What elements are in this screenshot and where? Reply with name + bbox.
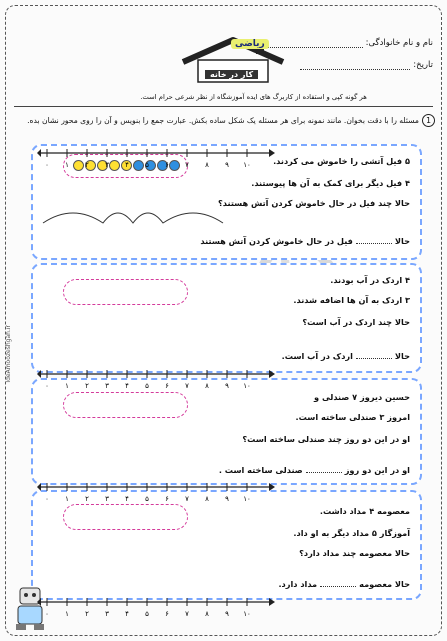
logo-title: ریاضی	[231, 39, 269, 49]
tick-label: ۳	[105, 161, 109, 169]
tick-label: ۹	[225, 495, 229, 503]
tick-label: ۱۰	[243, 495, 251, 503]
tick-label: ۵	[145, 495, 149, 503]
answer-4-prefix: حالا معصومه	[359, 579, 410, 589]
problem-box-2	[31, 263, 422, 373]
problem-box-4	[31, 490, 422, 600]
tick-label: ۱	[65, 495, 69, 503]
tick-label: ۳	[105, 382, 109, 390]
tick-label: ۷	[185, 161, 189, 169]
tick-label: ۱۰	[243, 382, 251, 390]
tick-label: ۸	[205, 610, 209, 618]
number-line-1	[33, 201, 263, 235]
copyright-notice: هر گونه کپی و استفاده از کاربرگ های ایده آموزشگاه از نظر شرعی حرام است.	[140, 93, 367, 101]
tick-label: ۹	[225, 610, 229, 618]
tick-label: ۴	[125, 610, 129, 618]
tick-label: ۹	[225, 161, 229, 169]
tick-label: ۸	[205, 161, 209, 169]
tick-label: ۶	[165, 161, 169, 169]
answer-3[interactable]	[219, 465, 410, 475]
tick-label: ۱	[65, 610, 69, 618]
tick-label: ۱	[65, 161, 69, 169]
answer-1[interactable]	[200, 236, 410, 246]
tick-label: ۱	[65, 382, 69, 390]
instruction	[14, 114, 435, 128]
tick-label: ۲	[85, 610, 89, 618]
problem-2-line-3: حالا چند اردک در آب است؟	[302, 317, 410, 327]
tick-label: ۴	[125, 495, 129, 503]
tick-label: ۴	[125, 382, 129, 390]
problem-1-line-3: حالا چند فیل در حال خاموش کردن آتش هستند؟	[218, 198, 410, 208]
answer-2-prefix: حالا	[394, 351, 410, 361]
tick-label: ۰	[45, 161, 49, 169]
logo-subtitle: کار در خانه	[205, 70, 258, 79]
problem-2-line-2: ۳ اردک به آن ها اضافه شدند.	[293, 295, 410, 305]
answer-4-suffix: مداد دارد.	[278, 579, 318, 589]
problem-1-line-1: ۵ فیل آتشی را خاموش می کردند.	[273, 156, 410, 166]
tick-label: ۲	[85, 495, 89, 503]
answer-4[interactable]	[278, 579, 410, 589]
tick-label: ۱۰	[243, 610, 251, 618]
tick-label: ۳	[105, 610, 109, 618]
tick-label: ۷	[185, 495, 189, 503]
problem-1-line-2: ۴ فیل دیگر برای کمک به آن ها پیوستند.	[251, 178, 410, 188]
problem-4-line-2: آموزگار ۵ مداد دیگر به او داد.	[293, 528, 410, 538]
side-website-text: IdeAmoozeshgah.ir	[5, 325, 12, 383]
answer-1-suffix: فیل در حال خاموش کردن آتش هستند	[200, 236, 353, 246]
tick-label: ۰	[45, 495, 49, 503]
answer-1-prefix: حالا	[394, 236, 410, 246]
tick-label: ۳	[105, 495, 109, 503]
tick-label: ۲	[85, 382, 89, 390]
tick-label: ۲	[85, 161, 89, 169]
drawing-area-3[interactable]	[63, 392, 188, 418]
tick-label: ۸	[205, 382, 209, 390]
problem-3-line-1: حسین دیروز ۷ صندلی و	[314, 392, 410, 402]
tick-label: ۵	[145, 610, 149, 618]
header-divider	[14, 106, 433, 107]
problem-3-line-2: امروز ۳ صندلی ساخته است.	[295, 412, 410, 422]
problem-3-line-3: او در این دو روز چند صندلی ساخته است؟	[242, 434, 410, 444]
tick-label: ۷	[185, 610, 189, 618]
date-label: تاریخ:	[413, 60, 433, 70]
number-line-axis-3	[37, 479, 277, 503]
problem-4-line-1: معصومه ۴ مداد داشت.	[319, 506, 410, 516]
number-line-axis-4	[37, 594, 277, 618]
name-label: نام و نام خانوادگی:	[365, 38, 433, 48]
tick-label: ۵	[145, 382, 149, 390]
problem-4-line-3: حالا معصومه چند مداد دارد؟	[299, 548, 410, 558]
tick-label: ۰	[45, 382, 49, 390]
tick-label: ۸	[205, 495, 209, 503]
tick-label: ۵	[145, 161, 149, 169]
question-number: 1	[422, 114, 435, 127]
answer-2-suffix: اردک در آب است.	[281, 351, 353, 361]
tick-label: ۴	[125, 161, 129, 169]
number-line-axis-1	[37, 145, 277, 169]
problem-box-3	[31, 378, 422, 485]
tick-label: ۹	[225, 382, 229, 390]
tick-label: ۶	[165, 495, 169, 503]
number-line-axis-2	[37, 366, 277, 390]
drawing-area-2[interactable]	[63, 279, 188, 305]
instruction-text: مسئله را با دقت بخوان. مانند نمونه برای هر مسئله یک شکل ساده بکش. عبارت جمع را بنویس و آن را روی محور نشان بده.	[27, 116, 419, 125]
tick-label: ۱۰	[243, 161, 251, 169]
answer-3-suffix: صندلی ساخته است .	[218, 465, 303, 475]
drawing-area-4[interactable]	[63, 504, 188, 530]
tick-label: ۷	[185, 382, 189, 390]
date-field[interactable]	[300, 60, 433, 70]
answer-3-prefix: او در این دو روز	[344, 465, 410, 475]
tick-label: ۰	[45, 610, 49, 618]
problem-2-line-1: ۴ اردک در آب بودند.	[330, 275, 410, 285]
tick-label: ۶	[165, 382, 169, 390]
tick-label: ۶	[165, 610, 169, 618]
answer-2[interactable]	[282, 351, 410, 361]
